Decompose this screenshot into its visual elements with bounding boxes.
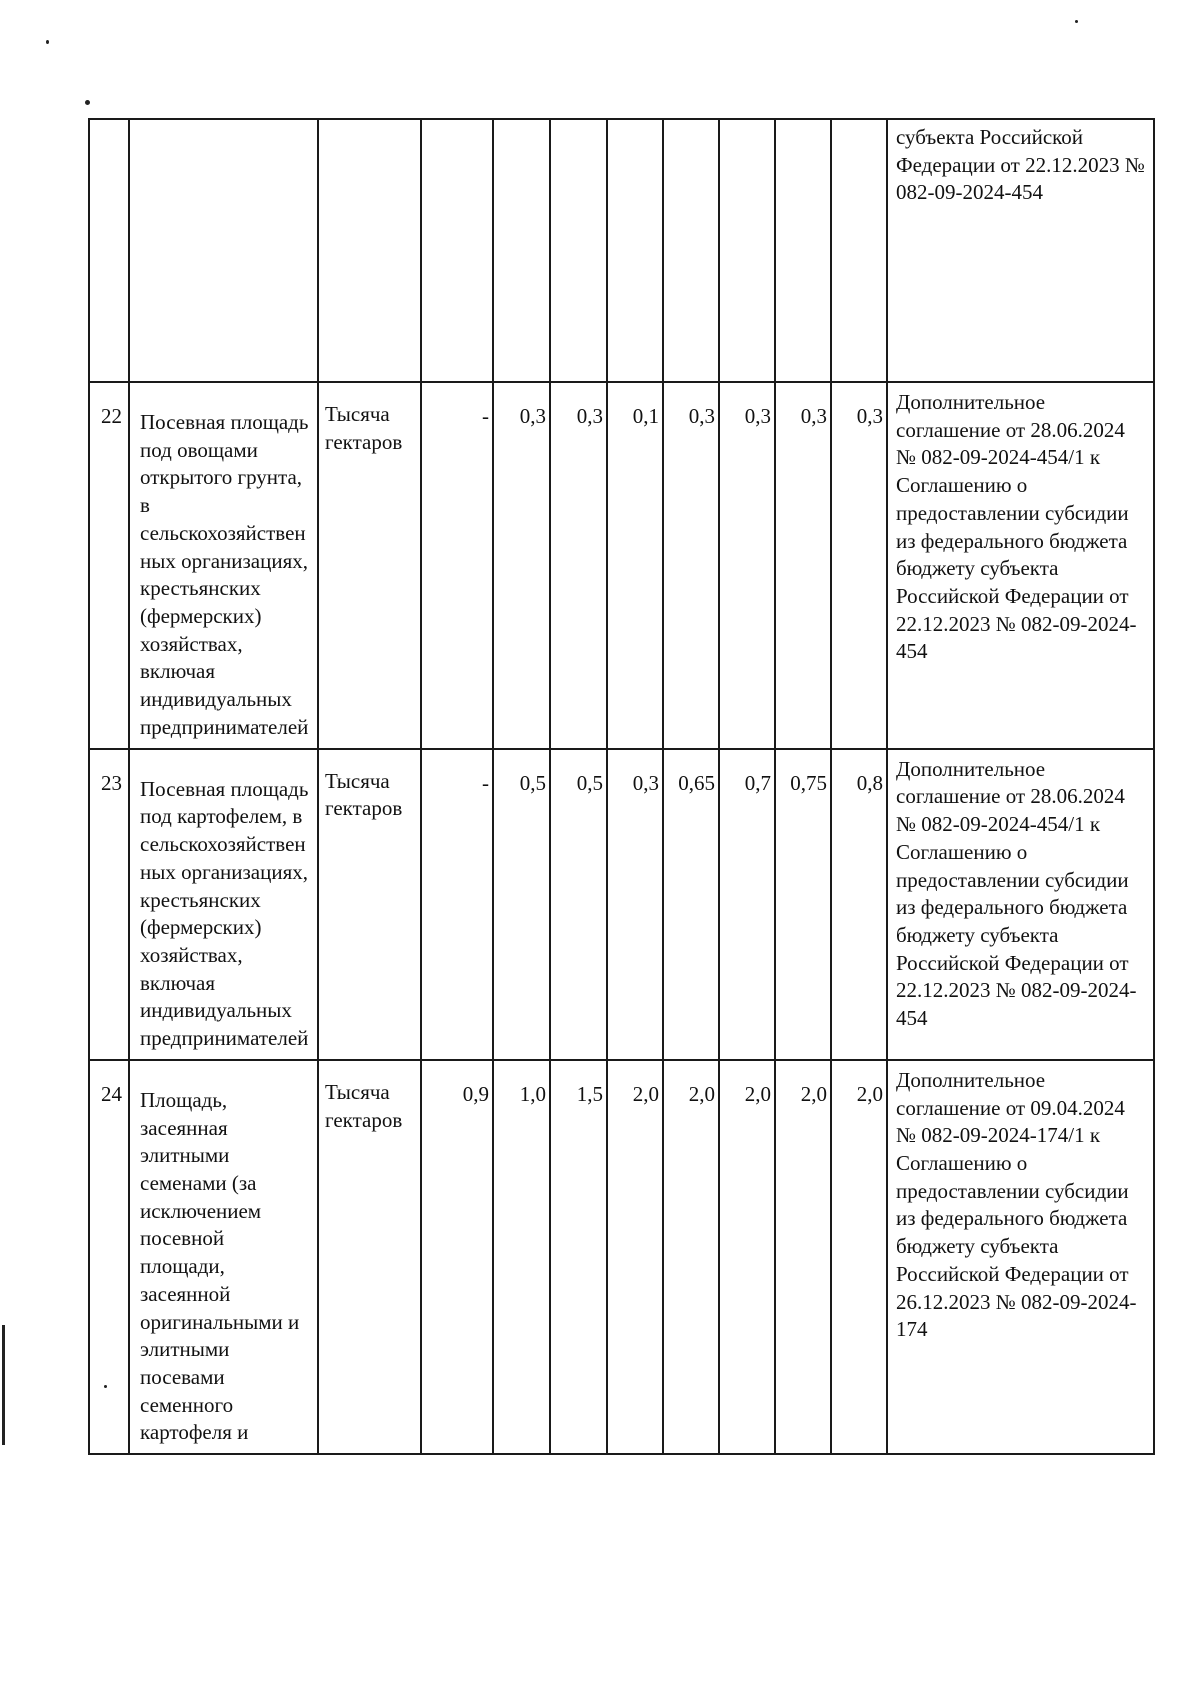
table-row <box>89 749 1154 1060</box>
value-cell: 0,3 <box>550 382 607 749</box>
value-cell: 0,9 <box>421 1060 493 1454</box>
unit-cell: Тысяча гектаров <box>318 382 421 749</box>
scan-speck <box>46 40 49 44</box>
value-cell: 2,0 <box>607 1060 663 1454</box>
value-cell: 0,8 <box>831 749 887 1060</box>
value-cell: - <box>421 382 493 749</box>
scan-speck <box>85 100 90 105</box>
value-cell: 0,3 <box>663 382 719 749</box>
value-cell: 0,3 <box>493 382 550 749</box>
value-cell: 0,75 <box>775 749 831 1060</box>
indicator-name-cell: Посевная площадь под овощами открытого грунта, в сельскохозяйственных организациях, крестьянских (фермерских) хозяйствах, включая индивидуальных предпринимателей <box>129 382 318 749</box>
row-number-cell: 23 <box>89 749 129 1060</box>
value-cell: 0,5 <box>550 749 607 1060</box>
value-cell: - <box>421 749 493 1060</box>
document-reference-cell: Дополнительное соглашение от 28.06.2024 № 082-09-2024-454/1 к Соглашению о предоставлении субсидии из федерального бюджета бюджету субъекта Российской Федерации от 22.12.2023 № 082-09-2024-454 <box>887 749 1154 1060</box>
value-cell: 0,65 <box>663 749 719 1060</box>
table-row-continued <box>89 119 1154 382</box>
value-cell <box>493 119 550 382</box>
value-cell: 1,5 <box>550 1060 607 1454</box>
value-cell: 0,3 <box>831 382 887 749</box>
value-cell: 2,0 <box>831 1060 887 1454</box>
value-cell: 2,0 <box>719 1060 775 1454</box>
unit-cell: Тысяча гектаров <box>318 1060 421 1454</box>
indicator-name-cell: Посевная площадь под картофелем, в сельскохозяйственных организациях, крестьянских (фермерских) хозяйствах, включая индивидуальных предпринимателей <box>129 749 318 1060</box>
value-cell <box>719 119 775 382</box>
document-reference-cell: субъекта Российской Федерации от 22.12.2023 № 082-09-2024-454 <box>887 119 1154 382</box>
value-cell: 0,3 <box>775 382 831 749</box>
value-cell: 0,5 <box>493 749 550 1060</box>
document-reference-cell: Дополнительное соглашение от 09.04.2024 № 082-09-2024-174/1 к Соглашению о предоставлении субсидии из федерального бюджета бюджету субъекта Российской Федерации от 26.12.2023 № 082-09-2024-174 <box>887 1060 1154 1454</box>
row-number-cell: 22 <box>89 382 129 749</box>
value-cell <box>421 119 493 382</box>
value-cell <box>607 119 663 382</box>
value-cell <box>775 119 831 382</box>
value-cell: 2,0 <box>663 1060 719 1454</box>
value-cell: 2,0 <box>775 1060 831 1454</box>
table-row <box>89 1060 1154 1454</box>
indicator-name-cell <box>129 119 318 382</box>
value-cell: 1,0 <box>493 1060 550 1454</box>
row-number-cell: 24 <box>89 1060 129 1454</box>
value-cell: 0,3 <box>719 382 775 749</box>
value-cell: 0,3 <box>607 749 663 1060</box>
table-row <box>89 382 1154 749</box>
value-cell <box>550 119 607 382</box>
unit-cell: Тысяча гектаров <box>318 749 421 1060</box>
value-cell: 0,7 <box>719 749 775 1060</box>
unit-cell <box>318 119 421 382</box>
scan-speck <box>2 1325 5 1445</box>
value-cell <box>831 119 887 382</box>
scan-speck <box>1075 20 1078 23</box>
indicator-table <box>88 118 1155 1455</box>
value-cell <box>663 119 719 382</box>
value-cell: 0,1 <box>607 382 663 749</box>
row-number-cell <box>89 119 129 382</box>
document-reference-cell: Дополнительное соглашение от 28.06.2024 № 082-09-2024-454/1 к Соглашению о предоставлении субсидии из федерального бюджета бюджету субъекта Российской Федерации от 22.12.2023 № 082-09-2024-454 <box>887 382 1154 749</box>
indicator-name-cell: Площадь, засеянная элитными семенами (за исключением посевной площади, засеянной оригинальными и элитными посевами семенного картофеля и <box>129 1060 318 1454</box>
